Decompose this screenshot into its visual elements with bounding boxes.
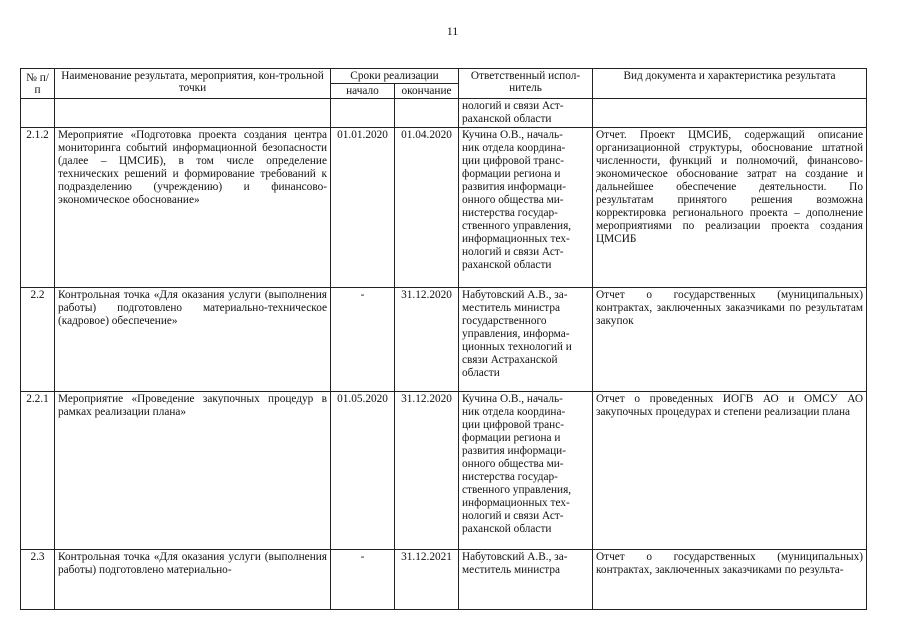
table-row: [21, 128, 867, 288]
responsible-line: нологий и связи Аст-: [462, 510, 564, 522]
row-name: Мероприятие «Подготовка проекта создания центра мониторинга событий информационной безопасности (далее – ЦМСИБ), в том числе определение технических решений и формирование требований к подразделению (учреждению) и финансово-экономическое обоснование»: [55, 128, 331, 288]
header-num: № п/п: [21, 69, 55, 99]
header-terms: Сроки реализации: [331, 69, 459, 84]
responsible-line: формации региона и: [462, 432, 561, 444]
responsible-line: связи Астраханской: [462, 354, 558, 366]
row-number: 2.2: [21, 288, 55, 392]
responsible-line: ционных технологий и: [462, 341, 572, 353]
row-end-date: 31.12.2020: [395, 392, 459, 550]
row-number: 2.3: [21, 550, 55, 610]
responsible-line: формации региона и: [462, 168, 561, 180]
header-name: Наименование результата, мероприятия, кон-трольной точки: [55, 69, 331, 99]
responsible-line: ции цифровой транс-: [462, 419, 565, 431]
responsible-line: меститель министра: [462, 302, 561, 314]
header-start: начало: [331, 84, 395, 99]
header-doc: Вид документа и характеристика результата: [593, 69, 867, 99]
responsible-line: Набутовский А.В., за-: [462, 551, 568, 563]
row-start-date: -: [331, 550, 395, 610]
header-responsible: Ответственный испол-нитель: [459, 69, 593, 99]
row-document: [593, 99, 867, 128]
responsible-line: Набутовский А.В., за-: [462, 289, 568, 301]
row-document: Отчет о проведенных ИОГВ АО и ОМСУ АО закупочных процедурах и степени реализации плана: [593, 392, 867, 550]
responsible-line: ственного управления,: [462, 220, 572, 232]
responsible-line: онного общества ми-: [462, 194, 564, 206]
responsible-line: раханской области: [462, 523, 552, 535]
row-number: 2.2.1: [21, 392, 55, 550]
row-start-date: 01.05.2020: [331, 392, 395, 550]
row-responsible: [459, 392, 593, 550]
responsible-line: управления, информа-: [462, 328, 570, 340]
row-end-date: 31.12.2020: [395, 288, 459, 392]
responsible-line: нистерства государ-: [462, 471, 558, 483]
row-number: 2.1.2: [21, 128, 55, 288]
row-end-date: 31.12.2021: [395, 550, 459, 610]
table-row: [21, 99, 867, 128]
page-number: 11: [446, 24, 459, 38]
row-number: [21, 99, 55, 128]
table-row: [21, 392, 867, 550]
responsible-line: информационных тех-: [462, 497, 570, 509]
row-document: Отчет о государственных (муниципальных) контрактах, заключенных заказчиками по результа-: [593, 550, 867, 610]
row-start-date: -: [331, 288, 395, 392]
responsible-line: нологий и связи Аст-: [462, 100, 564, 112]
responsible-line: развития информаци-: [462, 445, 566, 457]
responsible-line: Кучина О.В., началь-: [462, 129, 563, 141]
header-row: [21, 69, 867, 84]
row-end-date: [395, 99, 459, 128]
row-name: [55, 99, 331, 128]
responsible-line: Кучина О.В., началь-: [462, 393, 563, 405]
responsible-line: развития информаци-: [462, 181, 566, 193]
row-start-date: 01.01.2020: [331, 128, 395, 288]
row-end-date: 01.04.2020: [395, 128, 459, 288]
responsible-line: раханской области: [462, 259, 552, 271]
header-end: окончание: [395, 84, 459, 99]
responsible-line: раханской области: [462, 113, 552, 125]
responsible-line: онного общества ми-: [462, 458, 564, 470]
row-document: Отчет. Проект ЦМСИБ, содержащий описание организационной структуры, обоснование штатной численности, функций и полномочий, финансово-экономическое обоснование затрат на создание и дальнейшее обеспечение деятельности. По результатам принятого решения возможна корректировка регионального проекта – дополнение мероприятиями по реализации проекта создания ЦМСИБ: [593, 128, 867, 288]
row-name: Мероприятие «Проведение закупочных процедур в рамках реализации плана»: [55, 392, 331, 550]
row-name: Контрольная точка «Для оказания услуги (выполнения работы) подготовлено материально-техническое (кадровое) обеспечение»: [55, 288, 331, 392]
row-start-date: [331, 99, 395, 128]
responsible-line: нологий и связи Аст-: [462, 246, 564, 258]
responsible-line: государственного: [462, 315, 547, 327]
responsible-line: ственного управления,: [462, 484, 572, 496]
table-row: [21, 288, 867, 392]
responsible-line: нистерства государ-: [462, 207, 558, 219]
responsible-line: ник отдела координа-: [462, 142, 566, 154]
row-responsible: [459, 550, 593, 610]
table-row: [21, 550, 867, 610]
responsible-line: меститель министра: [462, 564, 561, 576]
row-responsible: [459, 288, 593, 392]
results-table: [20, 68, 867, 610]
responsible-line: информационных тех-: [462, 233, 570, 245]
responsible-line: ник отдела координа-: [462, 406, 566, 418]
row-document: Отчет о государственных (муниципальных) контрактах, заключенных заказчиками по результатам закупок: [593, 288, 867, 392]
responsible-line: области: [462, 367, 500, 379]
responsible-line: ции цифровой транс-: [462, 155, 565, 167]
row-name: Контрольная точка «Для оказания услуги (выполнения работы) подготовлено материально-: [55, 550, 331, 610]
row-responsible: [459, 99, 593, 128]
row-responsible: [459, 128, 593, 288]
